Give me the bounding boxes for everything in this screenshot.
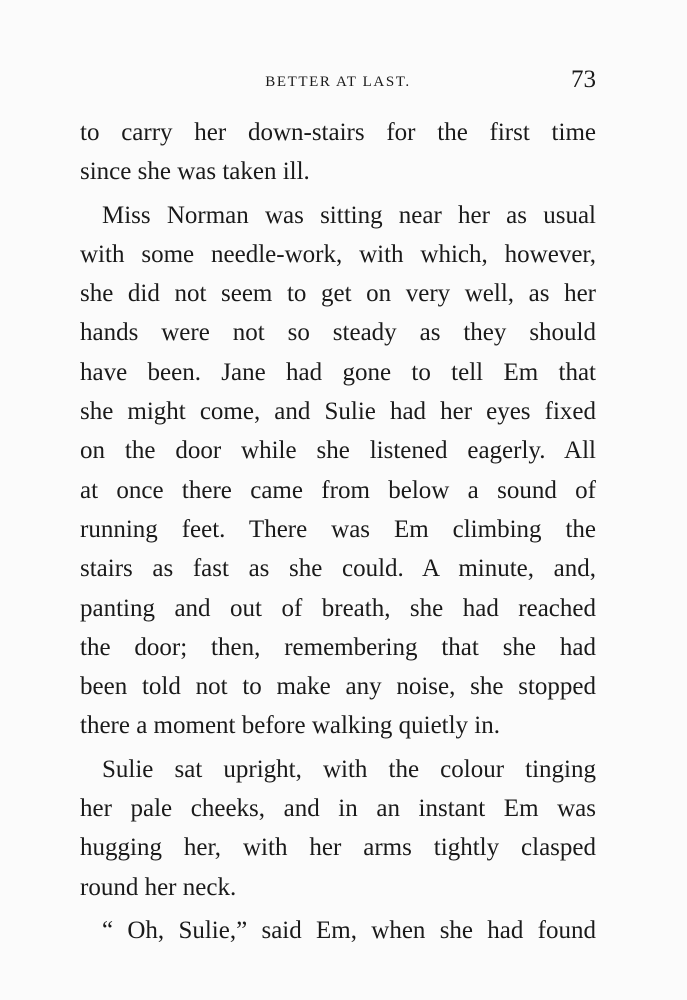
text-line: with some needle-work, with which, however,	[80, 240, 596, 268]
text-line: at once there came from below a sound of	[80, 476, 596, 504]
text-line: on the door while she listened eagerly. All	[80, 437, 596, 465]
text-line: “ Oh, Sulie,” said Em, when she had found	[102, 916, 596, 944]
text-line: there a moment before walking quietly in.	[80, 712, 501, 740]
text-line: the door; then, remembering that she had	[80, 633, 596, 661]
text-line: panting and out of breath, she had reached	[80, 594, 596, 622]
text-line: been told not to make any noise, she stopped	[80, 673, 596, 701]
text-line: her pale cheeks, and in an instant Em was	[80, 795, 596, 823]
running-head	[80, 66, 596, 98]
text-line: she did not seem to get on very well, as her	[80, 280, 596, 308]
text-line: hugging her, with her arms tightly clasped	[80, 834, 596, 862]
text-line: round her neck.	[80, 873, 237, 901]
running-title: BETTER AT LAST.	[265, 74, 411, 90]
page-number: 73	[571, 66, 596, 93]
text-line: running feet. There was Em climbing the	[80, 515, 596, 543]
text-line: she might come, and Sulie had her eyes fixed	[80, 398, 596, 426]
text-line: stairs as fast as she could. A minute, and,	[80, 555, 596, 583]
text-line: hands were not so steady as they should	[80, 319, 596, 347]
text-line: have been. Jane had gone to tell Em that	[80, 358, 596, 386]
text-line: to carry her down-stairs for the first time	[80, 119, 596, 146]
body-text	[80, 113, 596, 950]
text-line: Sulie sat upright, with the colour tinging	[102, 755, 596, 783]
text-line: since she was taken ill.	[80, 158, 310, 186]
text-line: Miss Norman was sitting near her as usual	[102, 201, 596, 229]
